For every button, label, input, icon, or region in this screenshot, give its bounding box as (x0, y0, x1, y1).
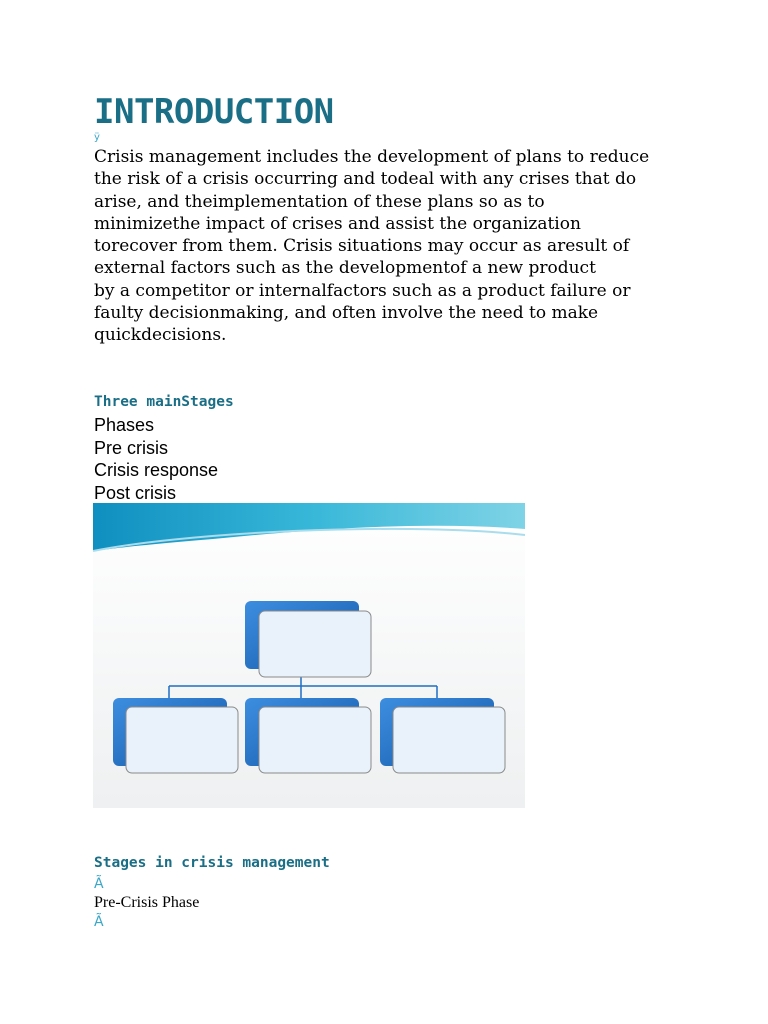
intro-line: Crisis management includes the development of plans to reduce (94, 147, 650, 167)
intro-line: arise, and theimplementation of these plans so as to (94, 191, 545, 212)
bullet-marker: Ã (94, 876, 104, 892)
phases-item: Phases (94, 415, 155, 435)
phases-item: Pre crisis (94, 437, 169, 458)
intro-line: minimizethe impact of crises and assist the organization (94, 213, 581, 234)
intro-line: torecover from them. Crisis situations may occur as aresult of (94, 236, 630, 257)
pre-crisis-phase-text: Pre-Crisis Phase (94, 894, 200, 911)
child-node (380, 698, 505, 773)
three-main-stages-heading: Three mainStages (94, 394, 234, 410)
intro-line: the risk of a crisis occurring and todeal with any crises that do (94, 169, 637, 190)
phases-item: Post crisis (94, 482, 177, 503)
hierarchy-diagram (93, 503, 525, 808)
phases-list (94, 414, 218, 504)
intro-line: by a competitor or internalfactors such as a product failure or (94, 280, 631, 301)
bullet-marker: Ã (94, 914, 104, 930)
intro-paragraph (94, 146, 714, 347)
page-title: INTRODUCTION (94, 92, 334, 132)
root-node (245, 601, 371, 677)
bullet-marker: ÿ (94, 132, 100, 143)
hierarchy-diagram-svg (93, 503, 525, 808)
stages-heading: Stages in crisis management (94, 855, 330, 871)
intro-line: faulty decisionmaking, and often involve the need to make (94, 303, 599, 324)
child-node (113, 698, 238, 773)
child-node (245, 698, 371, 773)
phases-item: Crisis response (94, 460, 219, 480)
intro-line: external factors such as the developmentof a new product (94, 258, 596, 279)
intro-line: quickdecisions. (94, 325, 227, 346)
